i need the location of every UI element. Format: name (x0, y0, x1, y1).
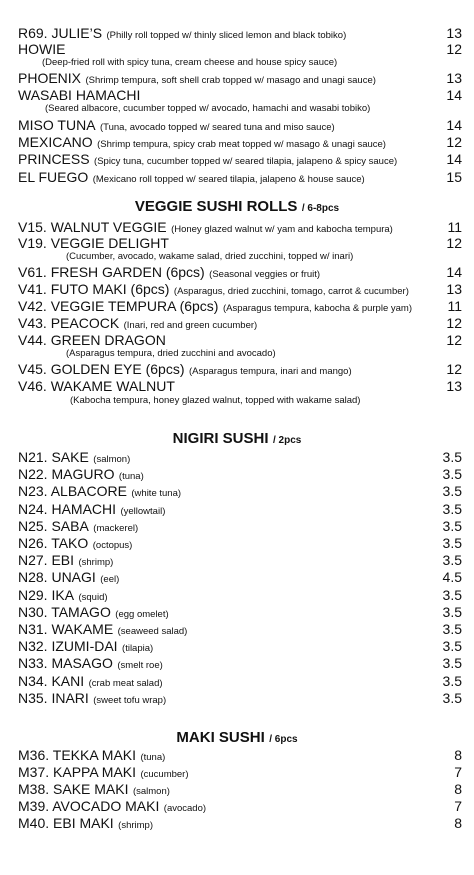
section-title-veggie (0, 198, 474, 218)
item-description: (tuna) (118, 471, 144, 483)
item-description: (yellowtail) (120, 505, 166, 517)
item-name: N35. INARI (18, 689, 89, 706)
item-name: M40. EBI MAKI (18, 815, 114, 831)
item-description: (Shrimp tempura, spicy crab meat topped w/ masago & unagi sauce) (97, 139, 386, 150)
item-description: (egg omelet) (115, 608, 169, 620)
section-title-nigiri (0, 430, 474, 450)
item-price: 15 (446, 169, 462, 185)
menu-item (18, 569, 462, 585)
item-price: 12 (446, 41, 462, 57)
item-description: (Spicy tuna, cucumber topped w/ seared tilapia, jalapeno & spicy sauce) (94, 156, 398, 167)
menu-item (18, 501, 462, 517)
item-description: (eel) (100, 574, 120, 586)
item-name: M38. SAKE MAKI (18, 781, 129, 797)
item-description: (Seasonal veggies or fruit) (209, 269, 321, 280)
item-name: M39. AVOCADO MAKI (18, 798, 160, 814)
menu-item (18, 587, 462, 603)
item-description: (Asparagus tempura, kabocha & purple yam) (222, 303, 412, 314)
item-price: 13 (446, 70, 462, 86)
item-price: 8 (454, 815, 462, 831)
item-price: 3.5 (442, 638, 462, 655)
item-description: (Asparagus tempura, inari and mango) (188, 366, 352, 377)
item-price: 12 (446, 332, 462, 348)
item-price: 12 (446, 315, 462, 331)
menu-item-v44 (18, 332, 462, 348)
item-price: 11 (447, 298, 462, 314)
item-name: N21. SAKE (18, 449, 89, 465)
menu-item (18, 483, 462, 499)
section-title: NIGIRI SUSHI (172, 430, 269, 447)
item-description: (shrimp) (78, 557, 114, 569)
menu-item-v43 (18, 315, 462, 331)
item-price: 11 (447, 219, 462, 235)
menu-item (18, 604, 462, 620)
item-price: 3.5 (442, 517, 462, 534)
item-description: (smelt roe) (117, 660, 163, 672)
item-name: V43. PEACOCK (18, 315, 120, 331)
item-name: N31. WAKAME (18, 621, 114, 637)
item-price: 3.5 (442, 535, 462, 551)
menu-item-v45 (18, 361, 462, 377)
menu-item-phoenix (18, 70, 462, 86)
item-name: N32. IZUMI-DAI (18, 638, 118, 655)
item-price: 4.5 (442, 569, 462, 586)
item-name: N26. TAKO (18, 535, 89, 551)
item-price: 3.5 (442, 483, 462, 500)
menu-item (18, 655, 462, 671)
item-price: 14 (446, 117, 462, 133)
item-name: N24. HAMACHI (18, 500, 117, 517)
section-note: / 6pcs (269, 734, 298, 745)
menu-item (18, 747, 462, 763)
item-price: 3.5 (442, 586, 462, 603)
item-description: (avocado) (163, 803, 207, 814)
section-title-maki (0, 729, 474, 749)
menu-item (18, 690, 462, 706)
item-name: V44. GREEN DRAGON (18, 332, 166, 348)
menu-item (18, 518, 462, 534)
menu-item-el-fuego (18, 169, 462, 185)
item-description: (Cucumber, avocado, wakame salad, dried zucchini, topped w/ inari) (66, 251, 354, 262)
menu-item-v61 (18, 264, 462, 280)
item-name: MISO TUNA (18, 117, 96, 133)
item-description: (Mexicano roll topped w/ seared tilapia, jalapeno & house sauce) (92, 174, 365, 185)
item-name: MEXICANO (18, 134, 93, 150)
section-title: VEGGIE SUSHI ROLLS (134, 198, 298, 215)
menu-item-miso-tuna (18, 117, 462, 133)
item-name: M37. KAPPA MAKI (18, 764, 137, 780)
item-price: 7 (454, 764, 462, 780)
item-price: 7 (454, 798, 462, 814)
item-price: 3.5 (442, 621, 462, 637)
menu-item (18, 673, 462, 689)
menu-item (18, 466, 462, 482)
item-name: N33. MASAGO (18, 655, 113, 672)
item-price: 3.5 (442, 552, 462, 569)
item-name: HOWIE (18, 41, 66, 57)
item-price: 13 (446, 281, 462, 297)
menu-item (18, 535, 462, 551)
item-name: N29. IKA (18, 586, 75, 603)
menu-item (18, 815, 462, 831)
item-description: (Shrimp tempura, soft shell crab topped w/ masago and unagi sauce) (85, 75, 376, 86)
item-price: 12 (446, 134, 462, 150)
item-name: N22. MAGURO (18, 466, 115, 483)
menu-item-v42 (18, 298, 462, 314)
item-price: 13 (446, 25, 462, 41)
item-price: 14 (446, 151, 462, 167)
item-price: 8 (454, 781, 462, 797)
menu-item-mexicano (18, 134, 462, 150)
menu-item-v41 (18, 281, 462, 297)
item-price: 3.5 (442, 500, 462, 517)
menu-item-howie (18, 41, 462, 57)
menu-item-princess (18, 151, 462, 167)
item-description: (Asparagus tempura, dried zucchini and avocado) (66, 348, 276, 359)
item-price: 3.5 (442, 466, 462, 483)
item-name: V15. WALNUT VEGGIE (18, 219, 167, 235)
item-description: (sweet tofu wrap) (93, 694, 167, 706)
item-description: (white tuna) (131, 488, 182, 500)
item-price: 3.5 (442, 603, 462, 620)
item-description: (crab meat salad) (88, 677, 163, 689)
item-price: 12 (446, 235, 462, 251)
item-description: (salmon) (93, 454, 131, 465)
item-name: V42. VEGGIE TEMPURA (6pcs) (18, 298, 219, 314)
item-description: (tuna) (140, 752, 166, 763)
item-price: 13 (446, 378, 462, 394)
item-name: M36. TEKKA MAKI (18, 747, 137, 763)
item-name: V41. FUTO MAKI (6pcs) (18, 281, 170, 297)
item-description: (Philly roll topped w/ thinly sliced lemon and black tobiko) (106, 30, 347, 41)
item-name: N23. ALBACORE (18, 483, 127, 500)
item-name: V19. VEGGIE DELIGHT (18, 235, 169, 251)
item-description: (squid) (78, 591, 108, 603)
item-name: N27. EBI (18, 552, 75, 569)
menu-item-julies (18, 25, 462, 41)
menu-item-v46 (18, 378, 462, 394)
item-description: (Asparagus, dried zucchini, tomago, carrot & cucumber) (173, 286, 409, 297)
menu-item (18, 798, 462, 814)
item-name: R69. JULIE’S (18, 25, 103, 41)
menu-item (18, 781, 462, 797)
menu-item (18, 764, 462, 780)
section-note: / 2pcs (272, 435, 302, 446)
item-name: N25. SABA (18, 517, 89, 534)
item-price: 3.5 (442, 672, 462, 689)
item-description: (shrimp) (118, 820, 153, 831)
item-name: V46. WAKAME WALNUT (18, 378, 175, 394)
item-name: EL FUEGO (18, 169, 89, 185)
item-price: 14 (446, 264, 462, 280)
item-name: V61. FRESH GARDEN (6pcs) (18, 264, 205, 280)
item-price: 3.5 (442, 689, 462, 706)
item-name: PRINCESS (18, 151, 90, 167)
menu-item (18, 621, 462, 637)
menu-item (18, 638, 462, 654)
item-price: 3.5 (442, 655, 462, 672)
item-name: N28. UNAGI (18, 569, 96, 586)
item-name: PHOENIX (18, 70, 82, 86)
item-description: (salmon) (132, 786, 170, 797)
item-name: N30. TAMAGO (18, 603, 111, 620)
item-name: N34. KANI (18, 672, 85, 689)
menu-item (18, 552, 462, 568)
item-description: (Kabocha tempura, honey glazed walnut, topped with wakame salad) (70, 395, 361, 406)
menu-item (18, 449, 462, 465)
item-description: (seaweed salad) (117, 626, 188, 637)
section-note: / 6-8pcs (301, 203, 340, 214)
menu-item-wasabi-hamachi (18, 87, 462, 103)
menu-item-v19 (18, 235, 462, 251)
item-description: (octopus) (92, 540, 133, 551)
item-description: (Seared albacore, cucumber topped w/ avocado, hamachi and wasabi tobiko) (45, 103, 371, 114)
item-description: (cucumber) (140, 769, 189, 780)
item-price: 14 (446, 87, 462, 103)
item-description: (Deep-fried roll with spicy tuna, cream cheese and house spicy sauce) (42, 57, 338, 68)
item-name: WASABI HAMACHI (18, 87, 141, 103)
item-description: (tilapia) (122, 643, 154, 655)
item-price: 3.5 (442, 449, 462, 465)
item-description: (Tuna, avocado topped w/ seared tuna and miso sauce) (99, 122, 335, 133)
item-price: 12 (446, 361, 462, 377)
item-description: (Honey glazed walnut w/ yam and kabocha tempura) (171, 224, 393, 235)
item-price: 8 (454, 747, 462, 763)
menu-item-v15 (18, 219, 462, 235)
item-description: (mackerel) (93, 522, 139, 534)
item-description: (Inari, red and green cucumber) (123, 320, 258, 331)
item-name: V45. GOLDEN EYE (6pcs) (18, 361, 185, 377)
section-title: MAKI SUSHI (176, 729, 265, 746)
